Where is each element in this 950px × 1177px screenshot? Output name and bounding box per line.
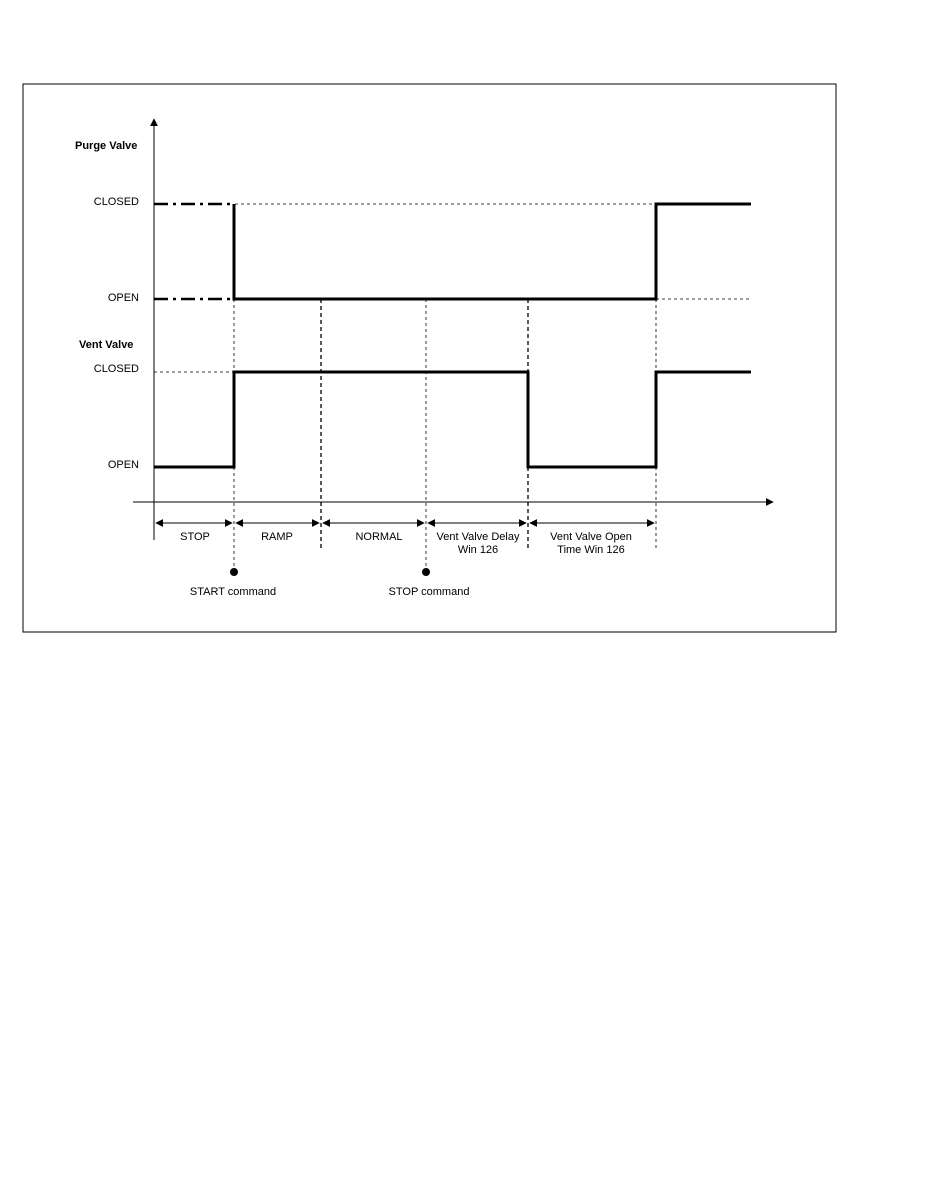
vent-valve-signal	[154, 372, 751, 467]
phase-label-stop: STOP	[180, 531, 210, 543]
stop-command-label: STOP command	[388, 586, 470, 598]
phase-label-vent-delay: Vent Valve Delay	[436, 531, 520, 543]
diagram-frame	[23, 84, 836, 632]
phase-label-vent-open-line2: Time Win 126	[557, 544, 625, 556]
vent-valve-title: Vent Valve	[79, 339, 134, 351]
phase-label-vent-open: Vent Valve Open	[550, 531, 632, 543]
phase-label-normal: NORMAL	[355, 531, 403, 543]
phase-label-vent-delay-line2: Win 126	[457, 544, 499, 556]
vent-valve-closed-label: CLOSED	[93, 363, 139, 375]
purge-valve-title: Purge Valve	[75, 140, 138, 152]
purge-valve-open-label: OPEN	[107, 292, 139, 304]
purge-valve-signal	[234, 204, 751, 299]
phase-label-ramp: RAMP	[261, 531, 293, 543]
vent-valve-open-label: OPEN	[107, 459, 139, 471]
start-command-marker	[230, 568, 238, 576]
purge-valve-closed-label: CLOSED	[93, 196, 139, 208]
stop-command-marker	[422, 568, 430, 576]
start-command-label: START command	[189, 586, 277, 598]
